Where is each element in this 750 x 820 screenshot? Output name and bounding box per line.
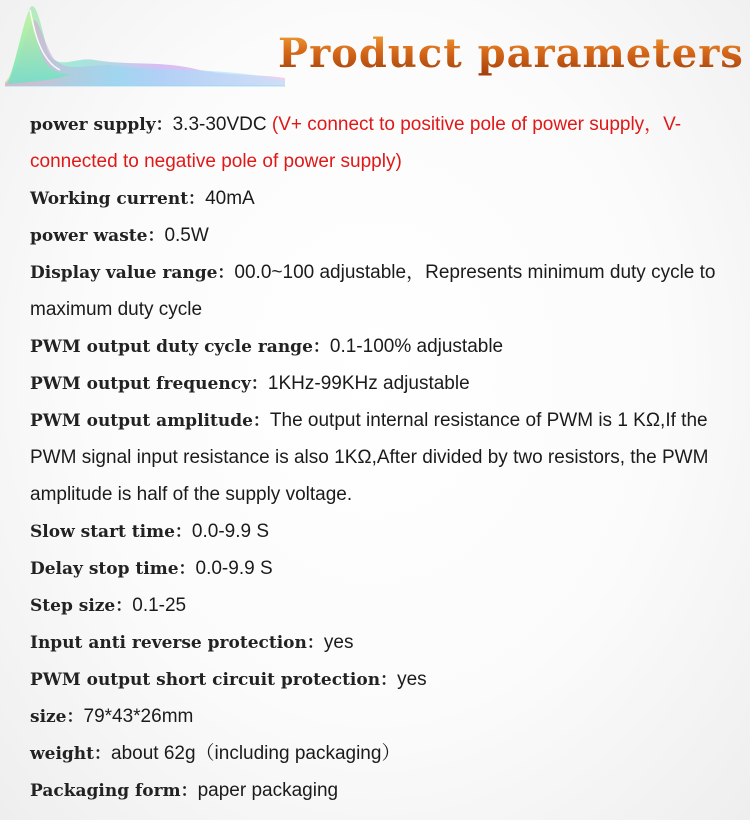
param-value: yes — [397, 669, 427, 690]
param-value: about 62g（including packaging） — [111, 743, 401, 764]
param-value: yes — [323, 632, 354, 653]
param-value: 0.1-25 — [132, 595, 187, 616]
param-step-size — [30, 587, 730, 624]
page-header — [0, 0, 750, 100]
param-value: 40mA — [205, 188, 255, 209]
param-short-circuit-protection — [30, 661, 730, 698]
param-label: size： — [30, 707, 84, 727]
param-power-supply — [30, 106, 730, 180]
param-output-frequency — [30, 365, 730, 402]
param-label: power supply： — [30, 115, 173, 135]
waveform-icon — [0, 0, 290, 95]
param-label: PWM output amplitude： — [30, 411, 270, 431]
param-label: Working current： — [30, 189, 206, 209]
param-packaging-form — [30, 772, 730, 809]
param-label: PWM output duty cycle range： — [30, 337, 330, 357]
param-value: 0.1-100% adjustable — [329, 336, 504, 357]
param-value: 0.0-9.9 S — [195, 558, 273, 579]
param-label: Packaging form： — [30, 781, 198, 801]
param-power-waste — [30, 217, 730, 254]
param-slow-start-time — [30, 513, 730, 550]
page-title: Product parameters — [278, 30, 744, 77]
param-value: The output internal resistance of PWM is 1 KΩ,If the PWM signal input resistance is also 1KΩ,After divided by two resistors, the PWM amplitude is half of the supply voltage. — [30, 410, 709, 505]
param-value: 79*43*26mm — [83, 706, 194, 727]
param-label: Slow start time： — [30, 522, 192, 542]
param-label: Input anti reverse protection： — [30, 633, 324, 653]
param-label: Step size： — [30, 596, 133, 616]
param-label: PWM output frequency： — [30, 374, 268, 394]
param-working-current — [30, 180, 730, 217]
param-size — [30, 698, 730, 735]
param-value: 0.0-9.9 S — [191, 521, 270, 542]
param-delay-stop-time — [30, 550, 730, 587]
param-label: PWM output short circuit protection： — [30, 670, 398, 690]
param-anti-reverse-protection — [30, 624, 730, 661]
param-duty-cycle-range — [30, 328, 730, 365]
param-weight — [30, 735, 730, 772]
param-value: 0.5W — [164, 225, 209, 246]
param-note: (V+ connect to positive pole of power supply，V- connected to negative pole of power supply) — [30, 114, 682, 172]
param-label: weight： — [30, 744, 112, 764]
param-display-value-range — [30, 254, 730, 328]
param-label: Display value range： — [30, 263, 235, 283]
param-value: paper packaging — [197, 780, 339, 801]
param-label: power waste： — [30, 226, 165, 246]
parameter-list — [30, 106, 730, 809]
param-output-amplitude — [30, 402, 730, 513]
param-value: 00.0~100 adjustable，Represents minimum duty cycle to maximum duty cycle — [30, 262, 716, 320]
param-value: 3.3-30VDC — [172, 114, 272, 135]
param-value: 1KHz-99KHz adjustable — [267, 373, 470, 394]
param-label: Delay stop time： — [30, 559, 196, 579]
